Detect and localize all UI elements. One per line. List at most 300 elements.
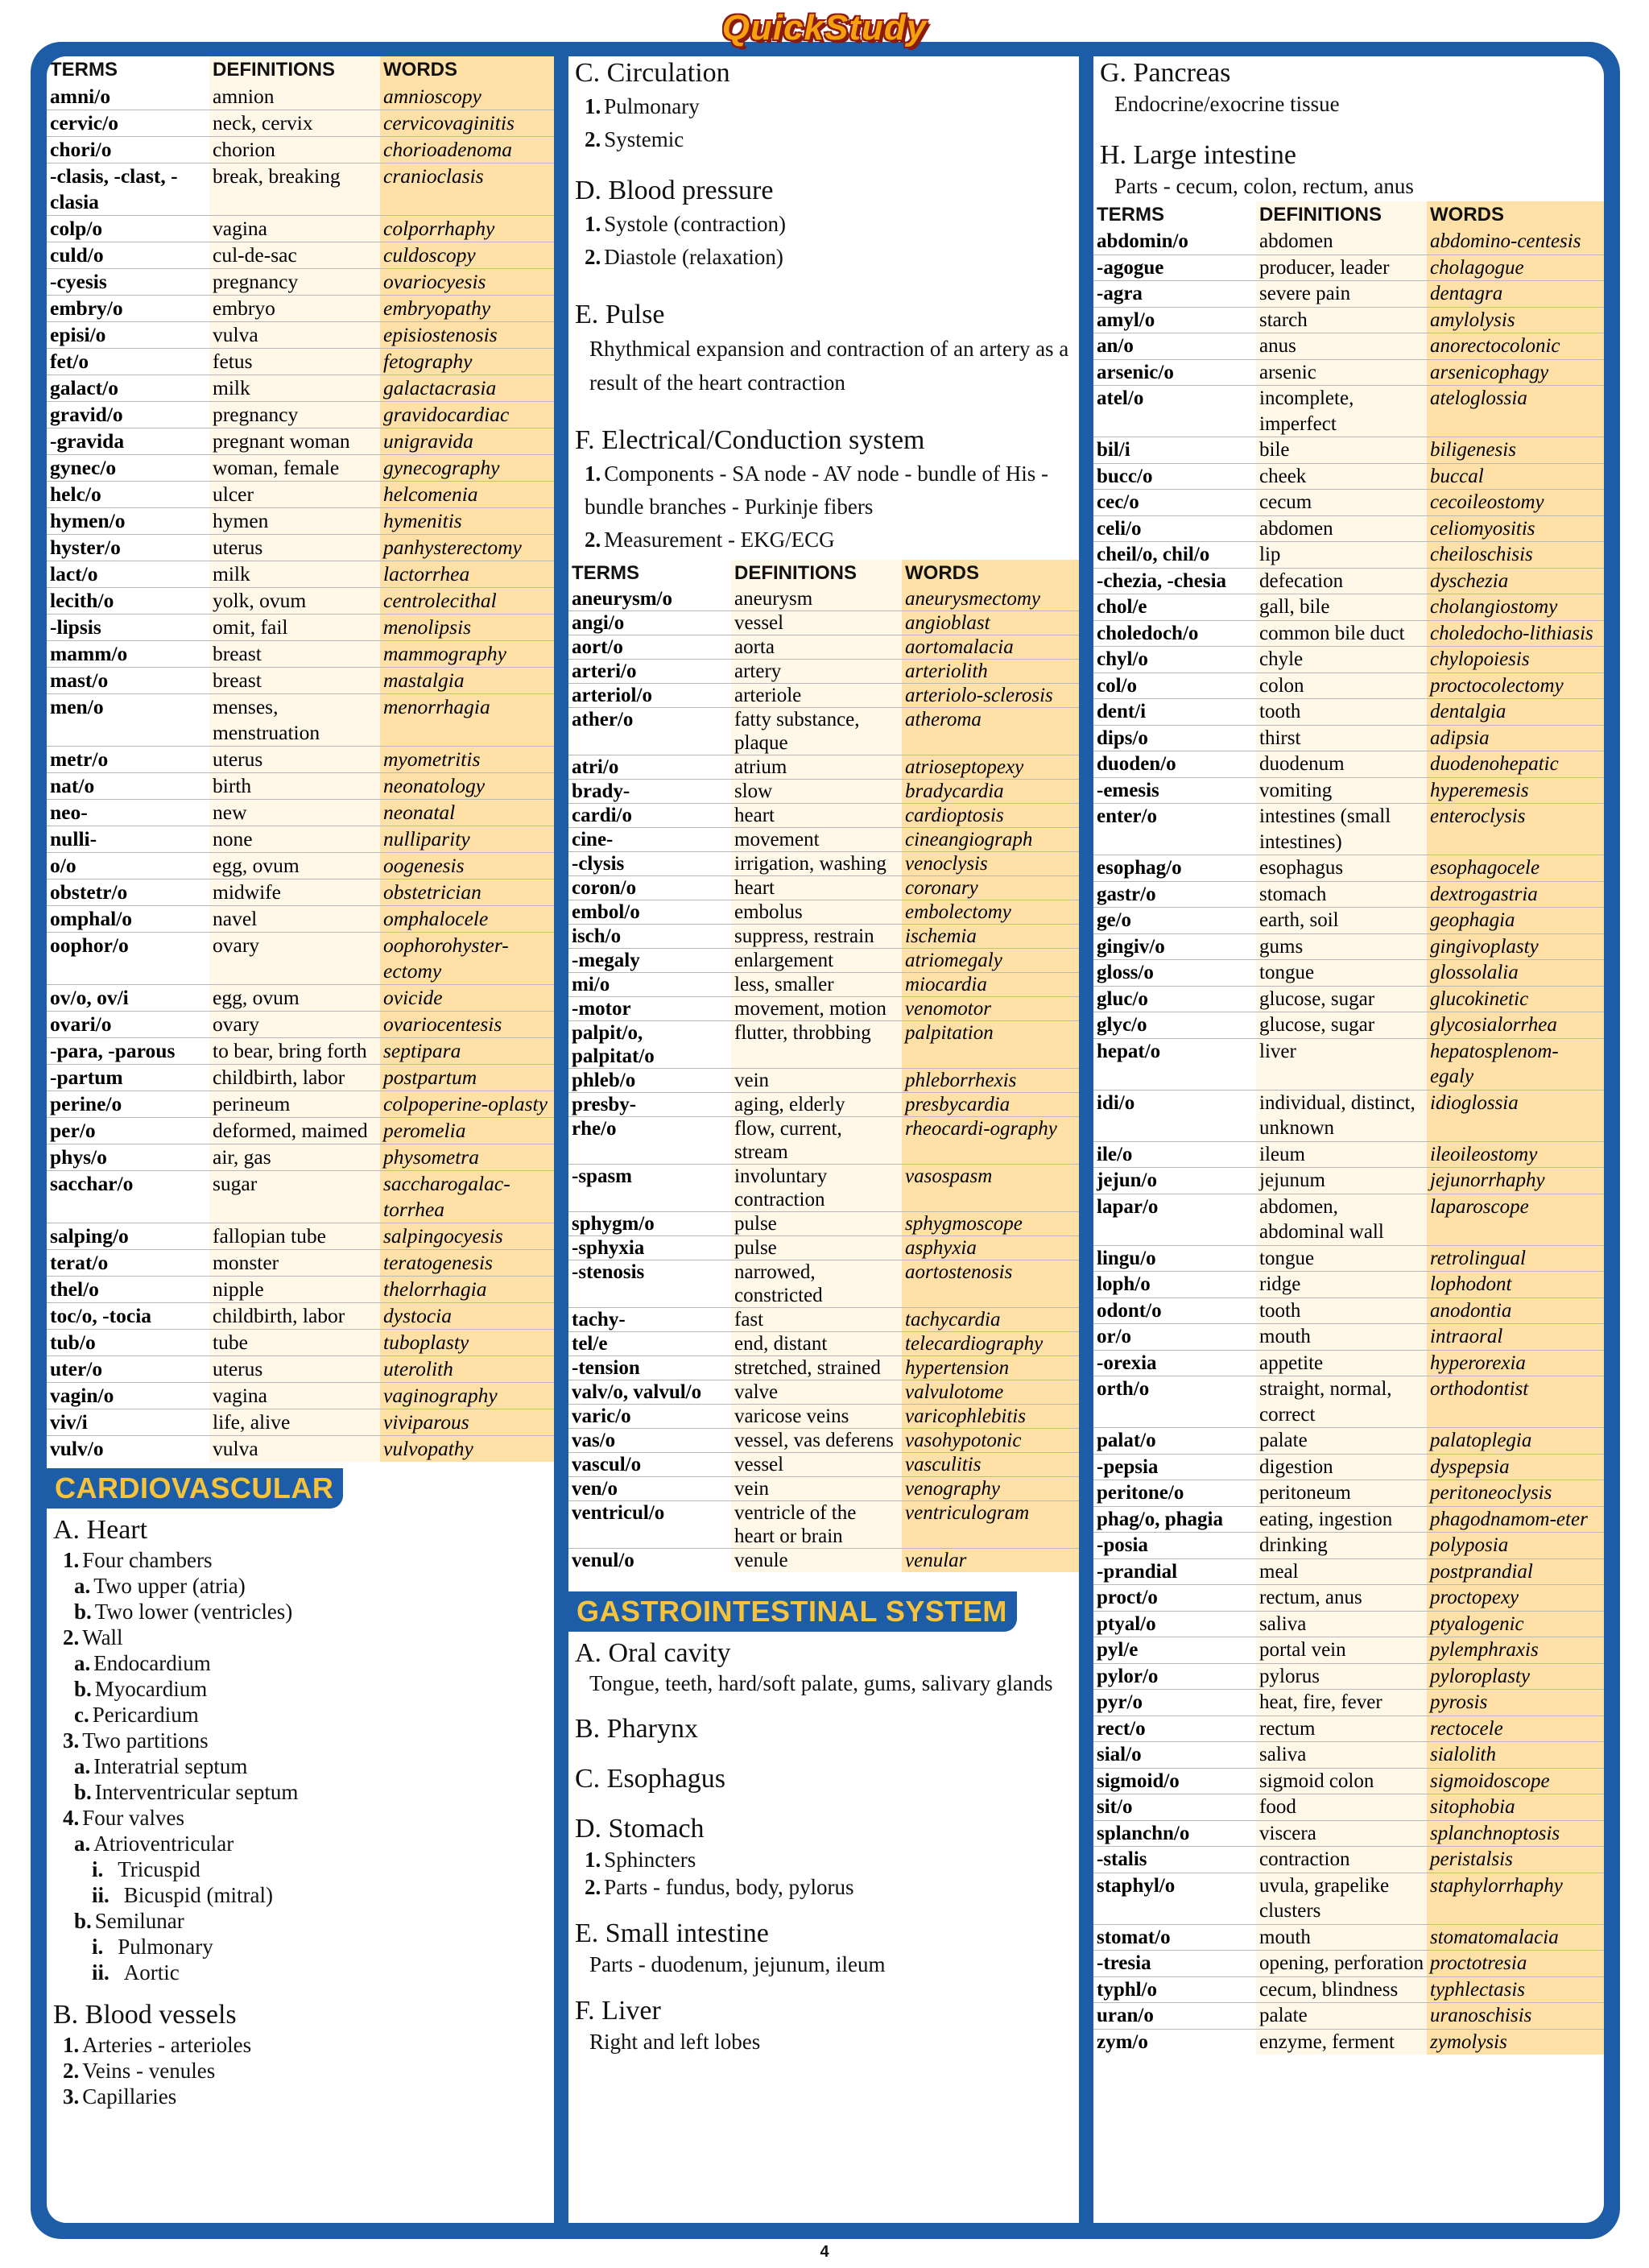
definition-cell: end, distant <box>731 1332 902 1356</box>
table-row <box>1093 620 1604 647</box>
table-row <box>568 1069 1079 1093</box>
word-cell: colpoperine-oplasty <box>380 1091 554 1118</box>
term-cell: arteri/o <box>568 660 731 684</box>
list-item-text: Systemic <box>604 127 684 151</box>
term-cell: palpit/o, palpitat/o <box>568 1021 731 1069</box>
section-text: Endocrine/exocrine tissue <box>1114 92 1340 116</box>
table-row <box>568 684 1079 708</box>
section-heading: G. Pancreas <box>1100 58 1231 88</box>
definition-cell: gall, bile <box>1256 594 1427 621</box>
word-cell: duodenohepatic <box>1427 751 1604 778</box>
word-cell: palpitation <box>902 1021 1079 1069</box>
word-cell: venoclysis <box>902 852 1079 876</box>
word-cell: ovariocentesis <box>380 1012 554 1038</box>
table-row <box>1093 804 1604 855</box>
definition-cell: yolk, ovum <box>209 588 380 615</box>
table-row <box>47 163 554 216</box>
list-item-text: Systole (contraction) <box>604 212 786 236</box>
definition-cell: eating, ingestion <box>1256 1506 1427 1533</box>
table-header-row <box>47 56 554 84</box>
word-cell: arteriolith <box>902 660 1079 684</box>
term-cell: bucc/o <box>1093 463 1256 490</box>
list-item-number: 3. <box>63 2084 80 2109</box>
term-cell: phys/o <box>47 1144 209 1171</box>
word-cell: hepatosplenom-egaly <box>1427 1038 1604 1090</box>
term-cell: idi/o <box>1093 1090 1256 1141</box>
word-cell: venomotor <box>902 997 1079 1021</box>
term-cell: -pepsia <box>1093 1454 1256 1480</box>
word-cell: peritoneoclysis <box>1427 1480 1604 1507</box>
term-cell: pylor/o <box>1093 1663 1256 1690</box>
definition-cell: breast <box>209 641 380 668</box>
table-row <box>1093 1376 1604 1428</box>
table-row <box>1093 1506 1604 1533</box>
table-row <box>568 611 1079 635</box>
term-cell: celi/o <box>1093 515 1256 542</box>
list-item-text: Capillaries <box>82 2084 177 2109</box>
pulse-section <box>575 298 1079 399</box>
definition-cell: atrium <box>731 755 902 780</box>
definition-cell: lip <box>1256 542 1427 569</box>
word-cell: presbycardia <box>902 1093 1079 1117</box>
term-cell: oophor/o <box>47 933 209 985</box>
term-cell: salping/o <box>47 1223 209 1250</box>
table-row <box>47 349 554 375</box>
definition-cell: egg, ovum <box>209 985 380 1012</box>
definition-cell: uterus <box>209 1356 380 1383</box>
term-cell: nulli- <box>47 826 209 853</box>
table-row <box>47 137 554 163</box>
definition-cell: glucose, sugar <box>1256 986 1427 1012</box>
word-cell: peristalsis <box>1427 1847 1604 1873</box>
definition-cell: vagina <box>209 216 380 242</box>
table-row <box>568 1549 1079 1573</box>
list-item-text: Aortic <box>123 1960 180 1984</box>
definition-cell: neck, cervix <box>209 110 380 137</box>
word-cell: episiostenosis <box>380 322 554 349</box>
table-row <box>1093 255 1604 281</box>
table-row <box>568 1260 1079 1308</box>
list-item-number: 2. <box>585 528 601 552</box>
list-item-text: Sphincters <box>604 1848 696 1872</box>
table-row <box>47 1144 554 1171</box>
term-cell: venul/o <box>572 1550 634 1571</box>
list-item <box>74 1908 554 1934</box>
word-cell: palatoplegia <box>1427 1428 1604 1455</box>
table-row <box>47 1118 554 1144</box>
table-row <box>568 780 1079 804</box>
word-cell: uranoschisis <box>1427 2003 1604 2030</box>
definition-cell: embolus <box>731 900 902 925</box>
table-row <box>1093 751 1604 778</box>
definition-cell: deformed, maimed <box>209 1118 380 1144</box>
term-cell: pyl/e <box>1093 1637 1256 1664</box>
word-cell: miocardia <box>902 973 1079 997</box>
term-cell: stomat/o <box>1093 1924 1256 1951</box>
definition-cell: ulcer <box>209 482 380 508</box>
table-row <box>1093 1820 1604 1847</box>
table-row <box>47 879 554 906</box>
term-cell: lingu/o <box>1093 1245 1256 1272</box>
header-definitions: DEFINITIONS <box>209 56 380 84</box>
term-cell: cardi/o <box>568 804 731 828</box>
definition-cell: cul-de-sac <box>209 242 380 269</box>
table-row <box>47 906 554 933</box>
word-cell: tachycardia <box>902 1308 1079 1332</box>
definition-cell: colon <box>1256 673 1427 699</box>
term-cell: vascul/o <box>568 1453 731 1477</box>
header-terms: TERMS <box>50 59 118 81</box>
word-cell: viviparous <box>380 1409 554 1436</box>
term-cell: gynec/o <box>47 455 209 482</box>
term-cell: -stenosis <box>568 1260 731 1308</box>
term-cell: uter/o <box>47 1356 209 1383</box>
definition-cell: earth, soil <box>1256 908 1427 934</box>
table-row <box>1093 699 1604 726</box>
term-cell: colp/o <box>47 216 209 242</box>
term-cell: zym/o <box>1097 2030 1148 2053</box>
table-row <box>1093 229 1604 255</box>
definition-cell: food <box>1256 1794 1427 1821</box>
term-cell: chol/e <box>1093 594 1256 621</box>
word-cell: pyloroplasty <box>1427 1663 1604 1690</box>
word-cell: intraoral <box>1427 1324 1604 1351</box>
table-row <box>568 1429 1079 1453</box>
table-row <box>47 322 554 349</box>
word-cell: omphalocele <box>380 906 554 933</box>
term-cell: vagin/o <box>47 1383 209 1409</box>
term-cell: culd/o <box>47 242 209 269</box>
table-row <box>47 482 554 508</box>
definition-cell: defecation <box>1256 568 1427 594</box>
term-cell: galact/o <box>47 375 209 402</box>
word-cell: sialolith <box>1427 1742 1604 1769</box>
word-cell: teratogenesis <box>380 1250 554 1277</box>
liver-section <box>575 1994 1079 2055</box>
term-cell: abdomin/o <box>1093 229 1256 255</box>
definition-cell: amnion <box>209 84 380 110</box>
oral-cavity-section <box>575 1637 1079 1696</box>
table-row <box>1093 1690 1604 1716</box>
word-cell: vasospasm <box>902 1165 1079 1212</box>
list-item-number: 1. <box>585 1848 601 1872</box>
term-cell: angi/o <box>568 611 731 635</box>
table-row <box>47 747 554 773</box>
word-cell: phleborrhexis <box>902 1069 1079 1093</box>
list-item <box>74 1702 554 1728</box>
table-row <box>1093 386 1604 437</box>
word-cell: menorrhagia <box>380 694 554 747</box>
definition-cell: fetus <box>209 349 380 375</box>
term-cell: col/o <box>1093 673 1256 699</box>
term-cell: amni/o <box>47 84 209 110</box>
word-cell: abdomino-centesis <box>1427 229 1604 255</box>
table-row <box>568 973 1079 997</box>
term-cell: sial/o <box>1093 1742 1256 1769</box>
table-row <box>1093 437 1604 464</box>
term-cell: duoden/o <box>1093 751 1256 778</box>
table-row <box>1093 881 1604 908</box>
definition-cell: pylorus <box>1256 1663 1427 1690</box>
word-cell: postpartum <box>380 1065 554 1091</box>
word-cell: splanchnoptosis <box>1427 1820 1604 1847</box>
word-cell: angioblast <box>902 611 1079 635</box>
table-row <box>47 428 554 455</box>
word-cell: peromelia <box>380 1118 554 1144</box>
term-cell: hymen/o <box>47 508 209 535</box>
word-cell: thelorrhagia <box>380 1277 554 1303</box>
definition-cell: vulva <box>209 322 380 349</box>
definition-cell: ridge <box>1256 1272 1427 1298</box>
table-row <box>47 1436 554 1463</box>
section-heading: A. Oral cavity <box>575 1638 731 1668</box>
term-cell: -tresia <box>1093 1951 1256 1977</box>
term-cell: gastr/o <box>1093 881 1256 908</box>
definition-cell: aorta <box>731 635 902 660</box>
term-cell: splanchn/o <box>1093 1820 1256 1847</box>
list-item-text: Measurement - EKG/ECG <box>604 528 835 552</box>
word-cell: pylemphraxis <box>1427 1637 1604 1664</box>
word-cell: asphyxia <box>902 1236 1079 1260</box>
list-item-text: Wall <box>82 1625 123 1649</box>
word-cell: chylopoiesis <box>1427 647 1604 673</box>
word-cell: ptyalogenic <box>1427 1611 1604 1637</box>
word-cell: cineangiograph <box>902 828 1079 852</box>
table-row <box>47 853 554 879</box>
column-1 <box>47 56 554 2223</box>
term-cell: neo- <box>47 800 209 826</box>
definition-cell: narrowed, constricted <box>731 1260 902 1308</box>
word-cell: enteroclysis <box>1427 804 1604 855</box>
definition-cell: monster <box>209 1250 380 1277</box>
word-cell: neonatology <box>380 773 554 800</box>
definition-cell: ventricle of the heart or brain <box>731 1501 902 1549</box>
list-item <box>74 1779 554 1805</box>
large-intestine-section <box>1100 139 1604 200</box>
definition-cell: air, gas <box>209 1144 380 1171</box>
term-cell: fet/o <box>47 349 209 375</box>
table-row <box>47 508 554 535</box>
definition-cell: vein <box>731 1069 902 1093</box>
term-cell: arsenic/o <box>1093 359 1256 386</box>
table-row <box>47 216 554 242</box>
definition-cell: suppress, restrain <box>731 925 902 949</box>
table-row <box>1093 542 1604 569</box>
definition-cell: movement <box>731 828 902 852</box>
term-cell: vulv/o <box>50 1437 104 1460</box>
table-row <box>1093 1350 1604 1376</box>
word-cell: unigravida <box>380 428 554 455</box>
word-cell: phagodnamom-eter <box>1427 1506 1604 1533</box>
table-row <box>1093 1533 1604 1559</box>
term-cell: -stalis <box>1093 1847 1256 1873</box>
table-row <box>1093 594 1604 621</box>
term-cell: atri/o <box>568 755 731 780</box>
heart-section <box>53 1513 554 1985</box>
definition-cell: ileum <box>1256 1141 1427 1168</box>
list-item <box>585 123 1079 156</box>
table-row <box>1093 986 1604 1012</box>
table-row <box>568 949 1079 973</box>
definition-cell: break, breaking <box>209 163 380 216</box>
term-cell: gloss/o <box>1093 960 1256 987</box>
word-cell: varicophlebitis <box>902 1405 1079 1429</box>
word-cell: ileoileostomy <box>1427 1141 1604 1168</box>
section-heading: C. Circulation <box>575 58 730 88</box>
section-heading: H. Large intestine <box>1100 140 1296 170</box>
table-row <box>568 1093 1079 1117</box>
table-row <box>568 1308 1079 1332</box>
term-cell: lact/o <box>47 561 209 588</box>
term-cell: -agogue <box>1093 255 1256 281</box>
table-row <box>47 1303 554 1330</box>
definition-cell: tongue <box>1256 1245 1427 1272</box>
definition-cell: abdomen <box>1256 515 1427 542</box>
definition-cell: vulva <box>209 1436 380 1463</box>
term-cell: hepat/o <box>1093 1038 1256 1090</box>
table-row <box>47 296 554 322</box>
table-row <box>1093 1324 1604 1351</box>
list-item <box>585 241 1079 274</box>
definition-cell: venule <box>731 1549 902 1573</box>
table-row <box>1093 1924 1604 1951</box>
word-cell: vulvopathy <box>380 1436 554 1463</box>
word-cell: polyposia <box>1427 1533 1604 1559</box>
pancreas-section <box>1100 56 1604 118</box>
definition-cell: aneurysm <box>731 587 902 611</box>
table-row <box>1093 1742 1604 1769</box>
term-cell: rect/o <box>1093 1715 1256 1742</box>
table-row <box>47 1356 554 1383</box>
definition-cell: movement, motion <box>731 997 902 1021</box>
section-text: Right and left lobes <box>589 2030 761 2054</box>
term-cell: sphygm/o <box>568 1212 731 1236</box>
word-cell: amnioscopy <box>380 84 554 110</box>
definition-cell: palate <box>1256 2003 1427 2030</box>
definition-cell: pregnant woman <box>209 428 380 455</box>
term-cell: sit/o <box>1093 1794 1256 1821</box>
term-cell: esophag/o <box>1093 855 1256 882</box>
list-item <box>74 1650 554 1676</box>
list-item-number: a. <box>74 1574 91 1598</box>
term-cell: ovari/o <box>47 1012 209 1038</box>
term-cell: -lipsis <box>47 615 209 641</box>
word-cell: biligenesis <box>1427 437 1604 464</box>
definition-cell: ovary <box>209 933 380 985</box>
word-cell: venography <box>902 1477 1079 1501</box>
word-cell: myometritis <box>380 747 554 773</box>
definition-cell: flutter, throbbing <box>731 1021 902 1069</box>
list-item-number: b. <box>74 1600 92 1624</box>
table-row <box>568 755 1079 780</box>
blood-vessels-section <box>53 1998 554 2109</box>
definition-cell: contraction <box>1256 1847 1427 1873</box>
list-item-text: Interventricular septum <box>94 1780 299 1804</box>
definition-cell: mouth <box>1256 1324 1427 1351</box>
terms-table-reproductive <box>47 56 554 1462</box>
table-row <box>1093 1038 1604 1090</box>
term-cell: ather/o <box>568 708 731 755</box>
term-cell: perine/o <box>47 1091 209 1118</box>
term-cell: per/o <box>47 1118 209 1144</box>
definition-cell: cecum, blindness <box>1256 1976 1427 2003</box>
table-row <box>568 925 1079 949</box>
definition-cell: anus <box>1256 333 1427 360</box>
table-row <box>1093 1715 1604 1742</box>
list-item-text: Four valves <box>82 1806 184 1830</box>
term-cell: chori/o <box>47 137 209 163</box>
table-row <box>568 1332 1079 1356</box>
table-row <box>568 708 1079 755</box>
list-item-text: Arteries - arterioles <box>82 2033 252 2057</box>
table-row <box>1093 777 1604 804</box>
table-row <box>1093 908 1604 934</box>
list-item-number: 2. <box>63 1625 80 1649</box>
word-cell: proctocolectomy <box>1427 673 1604 699</box>
table-row <box>1093 1480 1604 1507</box>
table-row <box>1093 1454 1604 1480</box>
term-cell: -para, -parous <box>47 1038 209 1065</box>
definition-cell: stomach <box>1256 881 1427 908</box>
list-item-number: 2. <box>585 245 601 269</box>
terms-table-cardiovascular <box>568 560 1079 1572</box>
table-row <box>47 84 554 110</box>
list-item-number: 3. <box>63 1728 80 1753</box>
circulation-section <box>575 56 1079 156</box>
list-item-number: b. <box>74 1780 92 1804</box>
word-cell: cholangiostomy <box>1427 594 1604 621</box>
definition-cell: bile <box>1256 437 1427 464</box>
word-cell: uterolith <box>380 1356 554 1383</box>
table-row <box>568 852 1079 876</box>
table-row <box>1093 2003 1604 2030</box>
term-cell: atel/o <box>1093 386 1256 437</box>
table-row <box>1093 1245 1604 1272</box>
word-cell: hymenitis <box>380 508 554 535</box>
definition-cell: esophagus <box>1256 855 1427 882</box>
word-cell: idioglossia <box>1427 1090 1604 1141</box>
definition-cell: birth <box>209 773 380 800</box>
word-cell: aneurysmectomy <box>902 587 1079 611</box>
word-cell: nulliparity <box>380 826 554 853</box>
term-cell: jejun/o <box>1093 1168 1256 1194</box>
definition-cell: jejunum <box>1256 1168 1427 1194</box>
definition-cell: ovary <box>209 1012 380 1038</box>
definition-cell: nipple <box>209 1277 380 1303</box>
definition-cell: drinking <box>1256 1533 1427 1559</box>
word-cell: choledocho-lithiasis <box>1427 620 1604 647</box>
word-cell: sitophobia <box>1427 1794 1604 1821</box>
table-row <box>1093 281 1604 308</box>
list-item <box>92 1856 554 1882</box>
term-cell: gravid/o <box>47 402 209 428</box>
definition-cell: enzyme, ferment <box>1256 2029 1427 2055</box>
word-cell: tuboplasty <box>380 1330 554 1356</box>
table-row <box>1093 855 1604 882</box>
word-cell: ischemia <box>902 925 1079 949</box>
table-row <box>568 876 1079 900</box>
word-cell: gravidocardiac <box>380 402 554 428</box>
list-item <box>63 2058 554 2084</box>
list-item <box>63 1728 554 1753</box>
list-item <box>74 1676 554 1702</box>
list-item <box>92 1934 554 1960</box>
table-row <box>47 242 554 269</box>
definition-cell: perineum <box>209 1091 380 1118</box>
list-item <box>92 1882 554 1908</box>
list-item <box>74 1753 554 1779</box>
definition-cell: vessel <box>731 1453 902 1477</box>
